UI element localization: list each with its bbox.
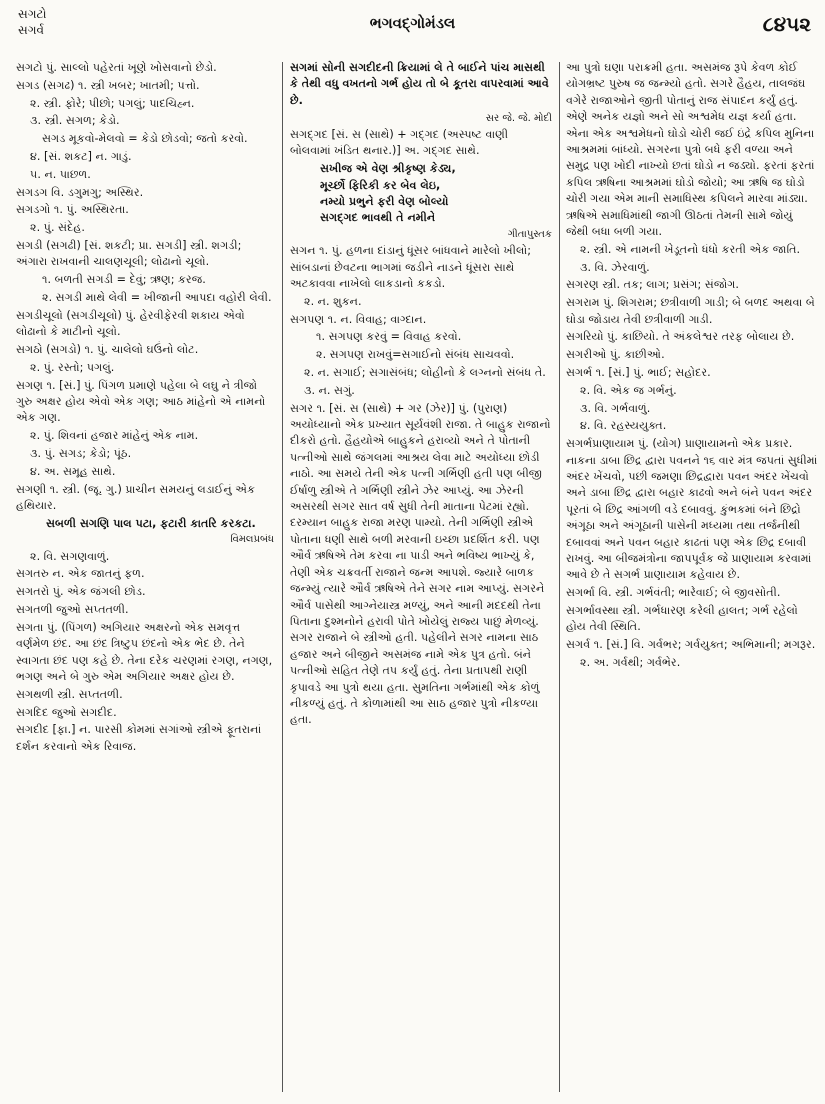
dictionary-title: ભગવદ્ગોમંડલ <box>369 14 456 32</box>
dictionary-entry: સગર્વ ૧. [સં.] વિ. ગર્વભર; ગર્વયુક્ત; અભિમાની; મગરૂર. <box>566 638 816 652</box>
dictionary-entry: ૨. સગપણ રાખવું=સગાઈનો સંબંધ સાચવવો. <box>316 348 515 362</box>
dictionary-entry: સગતળી જુઓ સપ્તતળી. <box>16 602 129 616</box>
dictionary-entry: સગણી ૧. સ્ત્રી. (જૂ. ગુ.) પ્રાચીન સમયનું લડાઈનું એક હથિયાર. <box>16 482 255 512</box>
header-last-word: સગર્વ <box>18 23 44 37</box>
dictionary-entry: ૨. સગડી માથે લેવી = ખીજાની આપદા વહોરી લેવી. <box>42 290 272 304</box>
dictionary-entry: સગપણ ૧. ન. વિવાહ; વાગ્દાન. <box>290 312 427 326</box>
dictionary-entry: ૨. અ. ગર્વથી; ગર્વભેર. <box>580 656 681 670</box>
dictionary-entry: સગરીઓ પું. કાછીઓ. <box>566 348 665 362</box>
dictionary-entry: ૪. [સં. શકટ] ન. ગાડું. <box>30 149 132 163</box>
dictionary-entry: સગરિયો પું. કાછિયો. તે અંકલેશ્વર તરફ બોલાય છે. <box>566 330 795 344</box>
column-2 <box>290 60 552 1096</box>
dictionary-entry: ૪. અ. સમૂહ સાથે. <box>30 464 116 478</box>
dictionary-entry: સગર્ભપ્રાણાયામ પું. (યોગ) પ્રાણાયામનો એક પ્રકાર. નાકના ડાબા છિદ્ર દ્વારા પવનને ૧૬ વાર મંત્ર જપતાં સુધીમાં અંદર ખેંચવો, પછી જમણા છિદ્રદ્વારા પવન અંદર ખેંચવો અને ડાબા છિદ્ર દ્વારા બહાર કાઢવો અને બંને પવન અંદર પૂરતાં બે છિદ્ર આંગળી વડે દબાવવું. કુંભકમાં બંને છિદ્રો અંગૂઠા અને અંગૂઠાની પાસેની મધ્યમા તથા તર્જનીથી દબાવવાં અને પવન બહાર કાઢતાં પણ એક છિદ્ર દબાવી રાખવું. આ બીજમંત્રોના જાપપૂર્વક જે પ્રાણાયામ કરવામાં આવે છે તે સગર્ભ પ્રાણાયામ કહેવાય છે. <box>566 437 818 582</box>
dictionary-entry: ૨. સ્ત્રી. એ નામની ખેડૂતનો ધંધો કરતી એક જાતિ. <box>580 242 801 256</box>
dictionary-entry: સગડગો ૧. પું. અસ્થિરતા. <box>16 203 129 217</box>
dictionary-entry: સગઠો (સગડો) ૧. પું. ચાલેલો ઘઉંનો લોટ. <box>16 342 199 356</box>
dictionary-entry: ૪. વિ. રહસ્યયુક્ત. <box>580 419 667 433</box>
dictionary-entry: સગણ ૧. [સં.] પું. પિંગળ પ્રમાણે પહેલા બે લઘુ ને ત્રીજો ગુરુ અક્ષર હોય એવો એક ગણ; આઠ માંહેનો એ નામનો એક ગણ. <box>16 378 266 425</box>
dictionary-entry: ૩. સ્ત્રી. સગળ; કેડો. <box>30 114 120 128</box>
dictionary-entry: વિમલપ્રબંધ <box>230 534 274 546</box>
column-divider-2 <box>559 62 560 1092</box>
dictionary-entry: સબળી સગણિ પાલ પટા, ફટારી કાતરિ કરકટા. <box>46 516 256 530</box>
dictionary-entry: સગડ (સગઢ) ૧. સ્ત્રી ખબર; ખાતમી; પત્તો. <box>16 78 200 92</box>
dictionary-entry: સગર્ભ ૧. [સં.] પું. ભાઈ; સહોદર. <box>566 366 711 380</box>
dictionary-entry: સગર્ભા વિ. સ્ત્રી. ગર્ભવંતી; ભારેવાઈ; બે જીવસોતી. <box>566 586 781 600</box>
dictionary-entry: સગદ્ગદ [સં. સ (સાથે) + ગદ્ગદ (અસ્પષ્ટ વાણી બોલવામાં ખંડિત થનાર.)] અ. ગદ્ગદ સાથે. <box>290 128 509 158</box>
dictionary-entry: ૨. સ્ત્રી. ફોરે; પીછો; પગલું; પાદચિહ્ન. <box>30 96 195 110</box>
dictionary-entry: ૩. ન. સગું. <box>304 383 355 397</box>
dictionary-entry: ૩. વિ. ગર્ભવાળું. <box>580 401 651 415</box>
dictionary-entry: સગડી (સગઢી) [સં. શકટી; પ્રા. સગડી] સ્ત્રી. શગડી; અંગારા રાખવાની ચાલણચૂલી; લોઢાનો ચૂલો. <box>16 238 242 269</box>
dictionary-entry: સગર્ભાવસ્થા સ્ત્રી. ગર્ભધારણ કરેલી હાલત; ગર્ભ રહેલો હોય તેવી સ્થિતિ. <box>566 604 798 634</box>
dictionary-entry: સગતરુ ન. એક જાતનું ફળ. <box>16 567 145 581</box>
dictionary-entry: સગતરો પું. એક જંગલી છોડ. <box>16 585 146 599</box>
dictionary-entry: ગીતાપુસ્તક <box>507 228 552 240</box>
dictionary-entry: ૨. પું. શિવનાં હજાર માંહેનું એક નામ. <box>30 429 199 443</box>
dictionary-entry: ૩. પું. સગડ; કેડો; પૂંઠ. <box>30 446 132 460</box>
dictionary-entry: સગતા પું. (પિંગળ) અગિયાર અક્ષરનો એક સમવૃત્ત વર્ણમેળ છંદ. આ છંદ ત્રિષ્ટુપ છંદનો એક ભેદ છે. તેને સ્વાગતા છંદ પણ કહે છે. તેના દરેક ચરણમાં રગણ, નગણ, ભગણ અને બે ગુરુ એમ અગિયાર અક્ષર હોય છે. <box>16 620 273 683</box>
dictionary-entry: સગડીચૂલો (સગડીચૂલો) પું. હેરવીફેરવી શકાય એવો લોઢાનો કે માટીનો ચૂલો. <box>16 308 245 339</box>
dictionary-entry: આ પુત્રો ઘણા પરાક્રમી હતા. અસમંજ રૂપે કેવળ કોઈ યોગભ્રષ્ટ પુરુષ જ જન્મ્યો હતો. સગરે હૈહય, તાલજંઘ વગેરે રાજાઓને જીતી પોતાનું રાજ સંપાદન કર્યું હતું. એણે અનેક યજ્ઞો અને સો અશ્વમેધ યજ્ઞ કર્યા હતા. એના એક અશ્વમેધનો ઘોડો ચોરી જઈ ઇંદ્રે કપિલ મુનિના આશ્રમમાં બાંધ્યો. સગરના પુત્રો બધે ફરી વળ્યા અને સમુદ્ર પણ ખોદી નાખ્યો છતાં ઘોડો ન જડ્યો. ફરતાં ફરતાં કપિલ ઋષિના આશ્રમમાં ઘોડો જોયો; આ ઋષિ જ ઘોડો ચોરી ગયા એમ માની સમાધિસ્થ કપિલને મારવા માંડ્યા. ઋષિએ સમાધિમાંથી જાગી ઊઠતાં તેમની સામે જોયું જેથી બધા બળી ગયા. <box>566 61 815 239</box>
dictionary-entry: સગન ૧. પું. હળના દાંડાનું ધૂંસર બાંધવાને મારેલો ખીલો; સાંબડાનાં છેવટના ભાગમાં જડીને નાડને ધૂંસરા સાથે અટકાવવા નાખેલો લાકડાનો કકડો. <box>290 244 531 291</box>
dictionary-entry: સગટો પું. સાલ્લો પહેરતાં ખૂણે ખોસવાનો છેડો. <box>16 61 217 74</box>
dictionary-entry: ૨. પું. રસ્તો; પગલું. <box>30 360 115 374</box>
dictionary-entry: સગદિદ જુઓ સગદીદ. <box>16 705 117 719</box>
dictionary-entry: ૨. વિ. એક જ ગર્ભનું. <box>580 383 677 397</box>
page-header <box>0 0 825 58</box>
header-first-word: સગટો <box>18 7 47 21</box>
dictionary-entry: ૧. બળતી સગડી = દેવું; ઋણ; કરજ. <box>42 273 206 287</box>
dictionary-entry: સગડગ વિ. ડગુમગુ; અસ્થિર. <box>16 185 144 199</box>
dictionary-entry: ૩. વિ. ઝેરવાળું. <box>580 260 650 274</box>
dictionary-entry: સખીજ એ વેણ શ્રીકૃષ્ણ કેડ્ય, <box>320 162 456 176</box>
column-1 <box>16 60 274 1096</box>
dictionary-entry: ૨. વિ. સગણવાળું. <box>30 549 110 563</box>
page-number: ૮૪૫૨ <box>762 12 811 36</box>
dictionary-entry: સગથળી સ્ત્રી. સપ્તતળી. <box>16 687 123 701</box>
dictionary-entry: સગમાં સોની સગદીદની ક્રિયામાં લે તે બાઈને પાંચ માસથી કે તેથી વધુ વખતનો ગર્ભ હોય તો બે કૂતરા વાપરવામાં આવે છે. <box>290 61 549 107</box>
dictionary-entry: સગદ્ગદ ભાવથી તે નમીને <box>320 211 436 225</box>
column-3 <box>566 60 818 1096</box>
dictionary-entry: ૧. સગપણ કરવું = વિવાહ કરવો. <box>316 330 462 344</box>
dictionary-entry: સગરણ સ્ત્રી. તક; લાગ; પ્રસંગ; સંજોગ. <box>566 278 739 292</box>
column-divider-1 <box>282 62 283 1092</box>
dictionary-entry: મૂર્ચ્છો ફિરિકી કર બેવ લેઇ, <box>320 178 441 192</box>
dictionary-entry: ૨. ન. શુકન. <box>304 294 362 308</box>
dictionary-entry: સગદીદ [ફા.] ન. પારસી કોમમાં સગાંઓ સ્ત્રીએ ફૂતરાનાં દર્શન કરવાનો એક રિવાજ. <box>16 723 262 753</box>
dictionary-entry: સર જે. જે. મોદી <box>485 112 552 124</box>
dictionary-entry: ૫. ન. પાછળ. <box>30 167 91 181</box>
dictionary-entry: સગરામ પું. શિગરામ; છત્રીવાળી ગાડી; બે બળદ અથવા બે ઘોડા જોડાય તેવી છત્રીવાળી ગાડી. <box>566 296 815 326</box>
dictionary-entry: સગર ૧. [સં. સ (સાથે) + ગર (ઝેર)] પું. (પુરાણ) અયોધ્યાનો એક પ્રખ્યાત સૂર્યવંશી રાજા. તે બાહુક રાજાનો દીકરો હતો. હૈહયોએ બાહુકને હરાવ્યો અને તે પોતાની પત્નીઓ સાથે જંગલમાં આશ્રય લેવા માટે અયોધ્યા છોડી નાઠો. આ સમયે તેની એક પત્ની ગર્ભિણી હતી પણ બીજી ઈર્ષાળુ સ્ત્રીએ તે ગર્ભિણી સ્ત્રીને ઝેર આપ્યું. આ ઝેરની અસરથી સગર સાત વર્ષ સુધી તેની માતાના પેટમાં રહ્યો. દરમ્યાન બાહુક રાજા મરણ પામ્યો. તેની ગર્ભિણી સ્ત્રીએ પોતાના ધણી સાથે બળી મરવાની ઇચ્છા પ્રદર્શિત કરી. પણ ઔર્વ ઋષિએ તેમ કરવા ના પાડી અને ભવિષ્ય ભાખ્યું કે, તેણી એક ચક્રવર્તી રાજાને જન્મ આપશે. જ્યારે બાળક જન્મ્યું ત્યારે ઔર્વ ઋષિએ તેને સગર નામ આપ્યું. સગરને ઔર્વ પાસેથી આગ્નેયાસ્ત્ર મળ્યું, અને આની મદદથી તેના પિતાના દુશ્મનોને હરાવી પોતે ખોયેલું રાજ્ય પાછું મેળવ્યું. સગર રાજાને બે સ્ત્રીઓ હતી. પહેલીને સગર નામના સાઠ હજાર અને બીજીને અસમંજ નામે એક પુત્ર હતો. બંને પત્નીઓ સહિત તેણે તપ કર્યું હતું. તેના પ્રતાપથી રાણી કૃપાવડે આ પુત્રો થયા હતા. સુમતિના ગર્ભમાંથી એક કોળું નીકળ્યું હતું. તે કોળામાંથી આ સાઠ હજાર પુત્રો નીકળ્યા હતા. <box>290 401 551 727</box>
dictionary-entry: ૨. ન. સગાઈ; સગાસંબંધ; લોહીનો કે લગ્નનો સંબંધ તે. <box>304 366 546 380</box>
dictionary-entry: નમ્યો પ્રભુને ફરી વેણ બોલ્યો <box>320 195 449 209</box>
dictionary-entry: સગડ મૂકવો-મેલવો = કેડો છોડવો; જતો કરવો. <box>42 132 248 146</box>
dictionary-entry: ૨. પું. સંદેહ. <box>30 221 85 235</box>
